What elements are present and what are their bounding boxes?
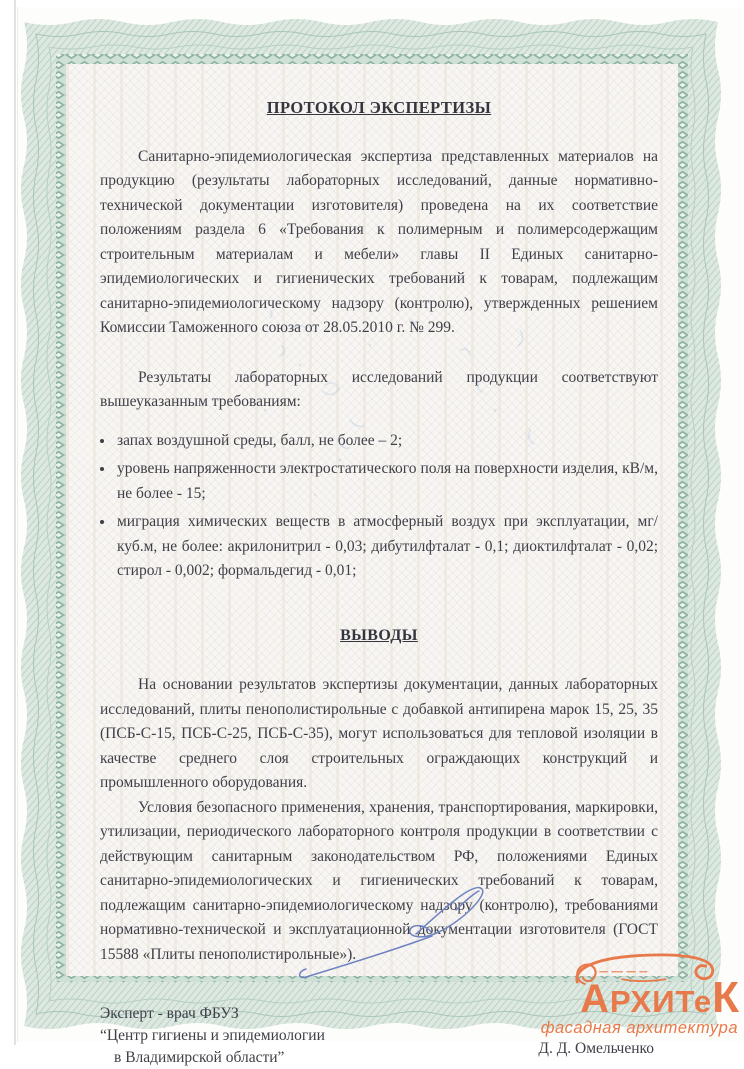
intro-paragraph: Санитарно-эпидемиологическая экспертиза представленных материалов на продукцию (результаты лабораторных исследований, данные нормативно-технической документации изготовителя) проведена на их соответствие положениям раздела 6 «Требования к полимерным и полимерсодержащим строительным материалам и мебели» главы II Единых санитарно-эпидемиологических и гигиенических требований к товарам, подлежащим санитарно-эпидемиологическому надзору (контролю), утвержденных решением Комиссии Таможенного союза от 28.05.2010 г. № 299. [100,147,658,336]
expert-name: Д. Д. Омельченко [538,1040,654,1057]
conclusion-paragraph-2: Условия безопасного применения, хранения, транспортирования, маркировки, утилизации, периодического лабораторного контроля продукции в соответствии с действующим санитарным законодательством РФ, положениями Единых санитарно-эпидемиологических и гигиенических требований к товарам, подлежащим санитарно-эпидемиологическому надзору (контролю), требованиями нормативно-технической и эксплуатационной документации изготовителя (ГОСТ 15588 «Плиты пенополистирольные»). [100,798,658,963]
architek-tagline: фасадная архитектура [540,1019,738,1037]
expert-org-line: “Центр гигиены и эпидемиологии [100,1027,325,1044]
document-title: ПРОТОКОЛ ЭКСПЕРТИЗЫ [266,98,492,117]
requirement-item: • уровень напряженности электростатического поля на поверхности изделия, кВ/м, не более - 15; [115,457,658,506]
expert-region-line: в Владимирской области” [114,1049,285,1066]
architek-watermark [538,946,744,1045]
stamp-remnant [230,290,560,540]
brand-letter-e: е [693,984,713,1019]
conclusion-paragraph-1: На основании результатов экспертизы документации, данных лабораторных исследований, плиты пенополистирольные с добавкой антипирена марок 15, 25, 35 (ПСБ-С-15, ПСБ-С-25, ПСБ-С-35), могут использоваться для тепловой изоляции в качестве среднего слоя строительных ограждающих конструкций и промышленного оборудования. [100,676,658,791]
conclusions-heading: ВЫВОДЫ [340,626,418,644]
requirement-item: • миграция химических веществ в атмосферный воздух при эксплуатации, мг/куб.м, не более: акрилонитрил - 0,03; дибутилфталат - 0,1; диоктилфталат - 0,02; стирол - 0,002; формальдегид - 0,01; [115,510,658,584]
requirement-item: • запах воздушной среды, балл, не более – 2; [115,429,658,454]
brand-letter-a: А [580,977,611,1021]
architek-brand-text [580,973,740,1022]
expert-role-line: Эксперт - врач ФБУЗ [100,1005,239,1022]
handwritten-signature [280,858,540,998]
brand-letters-mid: РХИТ [610,984,694,1019]
brand-letter-k: К [712,973,740,1022]
results-paragraph: Результаты лабораторных исследований продукции соответствуют вышеуказанным требованиям: [100,368,658,410]
expert-affiliation [100,1003,325,1069]
